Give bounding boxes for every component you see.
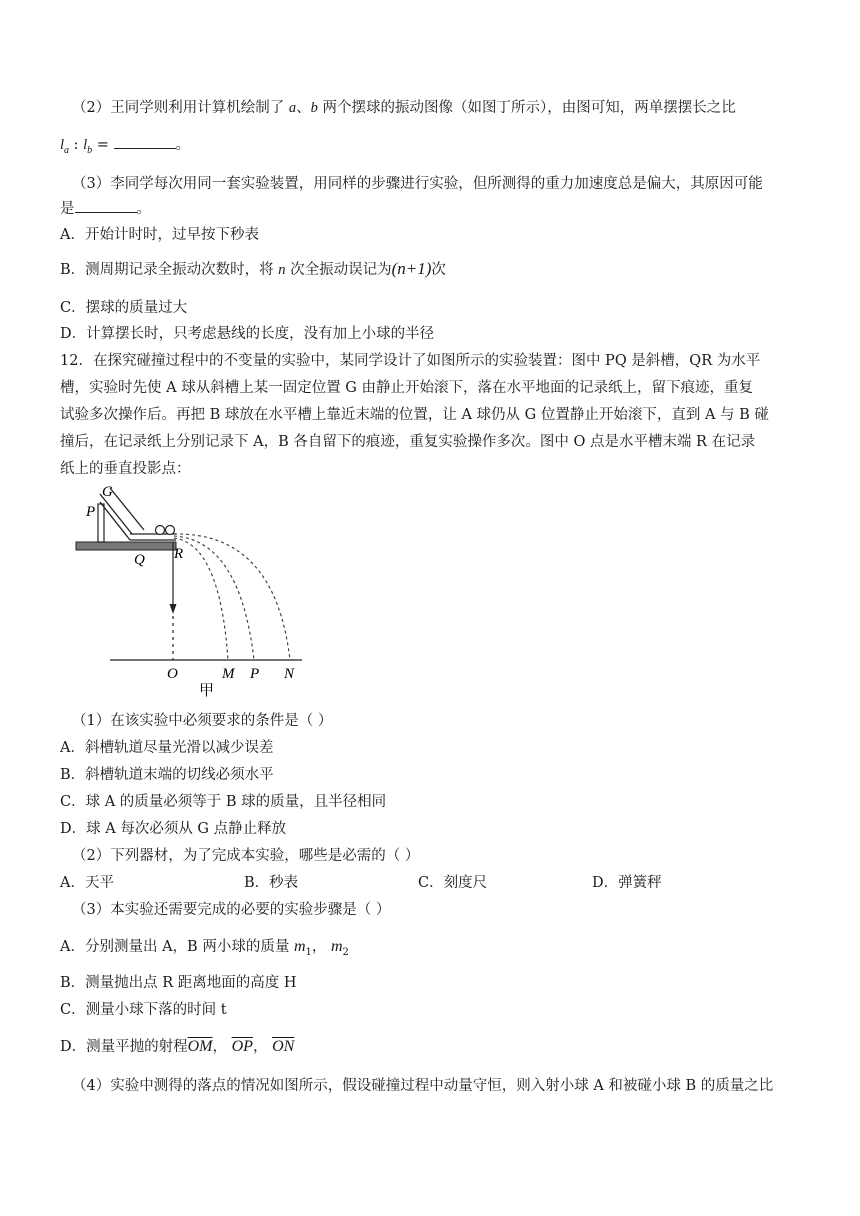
- q11-option-b: B．测周期记录全振动次数时，将 n 次全振动误记为(n+1)次: [60, 259, 446, 278]
- q12-s3-option-c: C．测量小球下落的时间 t: [60, 1002, 227, 1018]
- q11-option-d: D．计算摆长时，只考虑悬线的长度，没有加上小球的半径: [60, 326, 435, 342]
- label-o: O: [167, 666, 178, 682]
- q12-s3-option-a: A．分别测量出 A，B 两小球的质量 $m_1$， $m_2$: [60, 938, 349, 958]
- label-m: M: [222, 666, 235, 682]
- q12-s1-question: （1）在该实验中必须要求的条件是（ ）: [72, 713, 333, 729]
- q12-s2-option-b: B．秒表: [244, 875, 299, 891]
- answer-blank: [75, 198, 137, 213]
- q12-s3-option-d: D．测量平抛的射程$\overline{OM}$， $\overline{OP}$， $\overline{ON}$: [60, 1038, 295, 1055]
- label-p: P: [86, 504, 96, 520]
- ball-b: [166, 526, 175, 535]
- answer-blank: [114, 134, 176, 149]
- q12-s1-option-b: B．斜槽轨道末端的切线必须水平: [60, 767, 274, 783]
- q12-stem-line3: 试验多次操作后。再把 B 球放在水平槽上靠近末端的位置，让 A 球仍从 G 位置静止开始滚下，直到 A 与 B 碰: [60, 407, 769, 423]
- label-r: R: [174, 546, 184, 562]
- q12-stem-line2: 槽，实验时先使 A 球从斜槽上某一固定位置 G 由静止开始滚下，落在水平地面的记录纸上，留下痕迹，重复: [60, 380, 753, 396]
- q12-s3-question: （3）本实验还需要完成的必要的实验步骤是（ ）: [72, 902, 391, 918]
- q12-stem-line5: 纸上的垂直投影点：: [60, 461, 191, 477]
- q12-s1-option-a: A．斜槽轨道尽量光滑以减少误差: [60, 740, 274, 756]
- figure-caption: 甲: [199, 683, 215, 697]
- q12-s3-option-b: B．测量抛出点 R 距离地面的高度 H: [60, 975, 297, 991]
- table-base: [76, 542, 176, 550]
- trajectory-n: [174, 534, 290, 660]
- q11-part3-line1: （3）李同学每次用同一套实验装置，用同样的步骤进行实验，但所测得的重力加速度总是偏大，其原因可能: [72, 176, 763, 192]
- q11-ratio-line: $l_a$ : $l_b$ = 。: [60, 134, 800, 161]
- q12-stem-line1: 12．在探究碰撞过程中的不变量的实验中，某同学设计了如图所示的实验装置：图中 PQ 是斜槽，QR 为水平: [60, 353, 761, 369]
- q11-option-c: C．摆球的质量过大: [60, 300, 188, 316]
- q12-s2-option-c: C．刻度尺: [418, 875, 488, 891]
- label-n: N: [284, 666, 295, 682]
- ball-a: [156, 526, 165, 535]
- q12-s1-option-d: D．球 A 每次必须从 G 点静止释放: [60, 821, 287, 837]
- label-q: Q: [134, 552, 145, 568]
- q11-option-a: A．开始计时时，过早按下秒表: [60, 227, 259, 243]
- chute-rail: [110, 488, 144, 530]
- q11-part2-text: （2）王同学则利用计算机绘制了 a、b 两个摆球的振动图像（如图丁所示），由图可知，两单摆摆长之比: [72, 100, 736, 116]
- q12-s2-option-a: A．天平: [60, 875, 114, 891]
- collision-apparatus-figure: [70, 482, 310, 697]
- label-g: G: [102, 484, 113, 500]
- label-p-ground: P: [250, 666, 260, 682]
- q12-s2-option-d: D．弹簧秤: [592, 875, 662, 891]
- plumb-arrow: [170, 604, 177, 614]
- q12-s2-options: [60, 873, 800, 893]
- q12-s4-text: （4）实验中测得的落点的情况如图所示，假设碰撞过程中动量守恒，则入射小球 A 和被碰小球 B 的质量之比: [72, 1078, 774, 1094]
- q11-part3-line2: 是 。: [60, 198, 800, 219]
- q12-s2-question: （2）下列器材，为了完成本实验，哪些是必需的（ ）: [72, 848, 420, 864]
- q12-stem-line4: 撞后，在记录纸上分别记录下 A，B 各自留下的痕迹，重复实验操作多次。图中 O 点是水平槽末端 R 在记录: [60, 434, 756, 450]
- support-post: [98, 504, 104, 542]
- chute-upper-edge: [100, 494, 132, 534]
- q12-s1-option-c: C．球 A 的质量必须等于 B 球的质量，且半径相同: [60, 794, 387, 810]
